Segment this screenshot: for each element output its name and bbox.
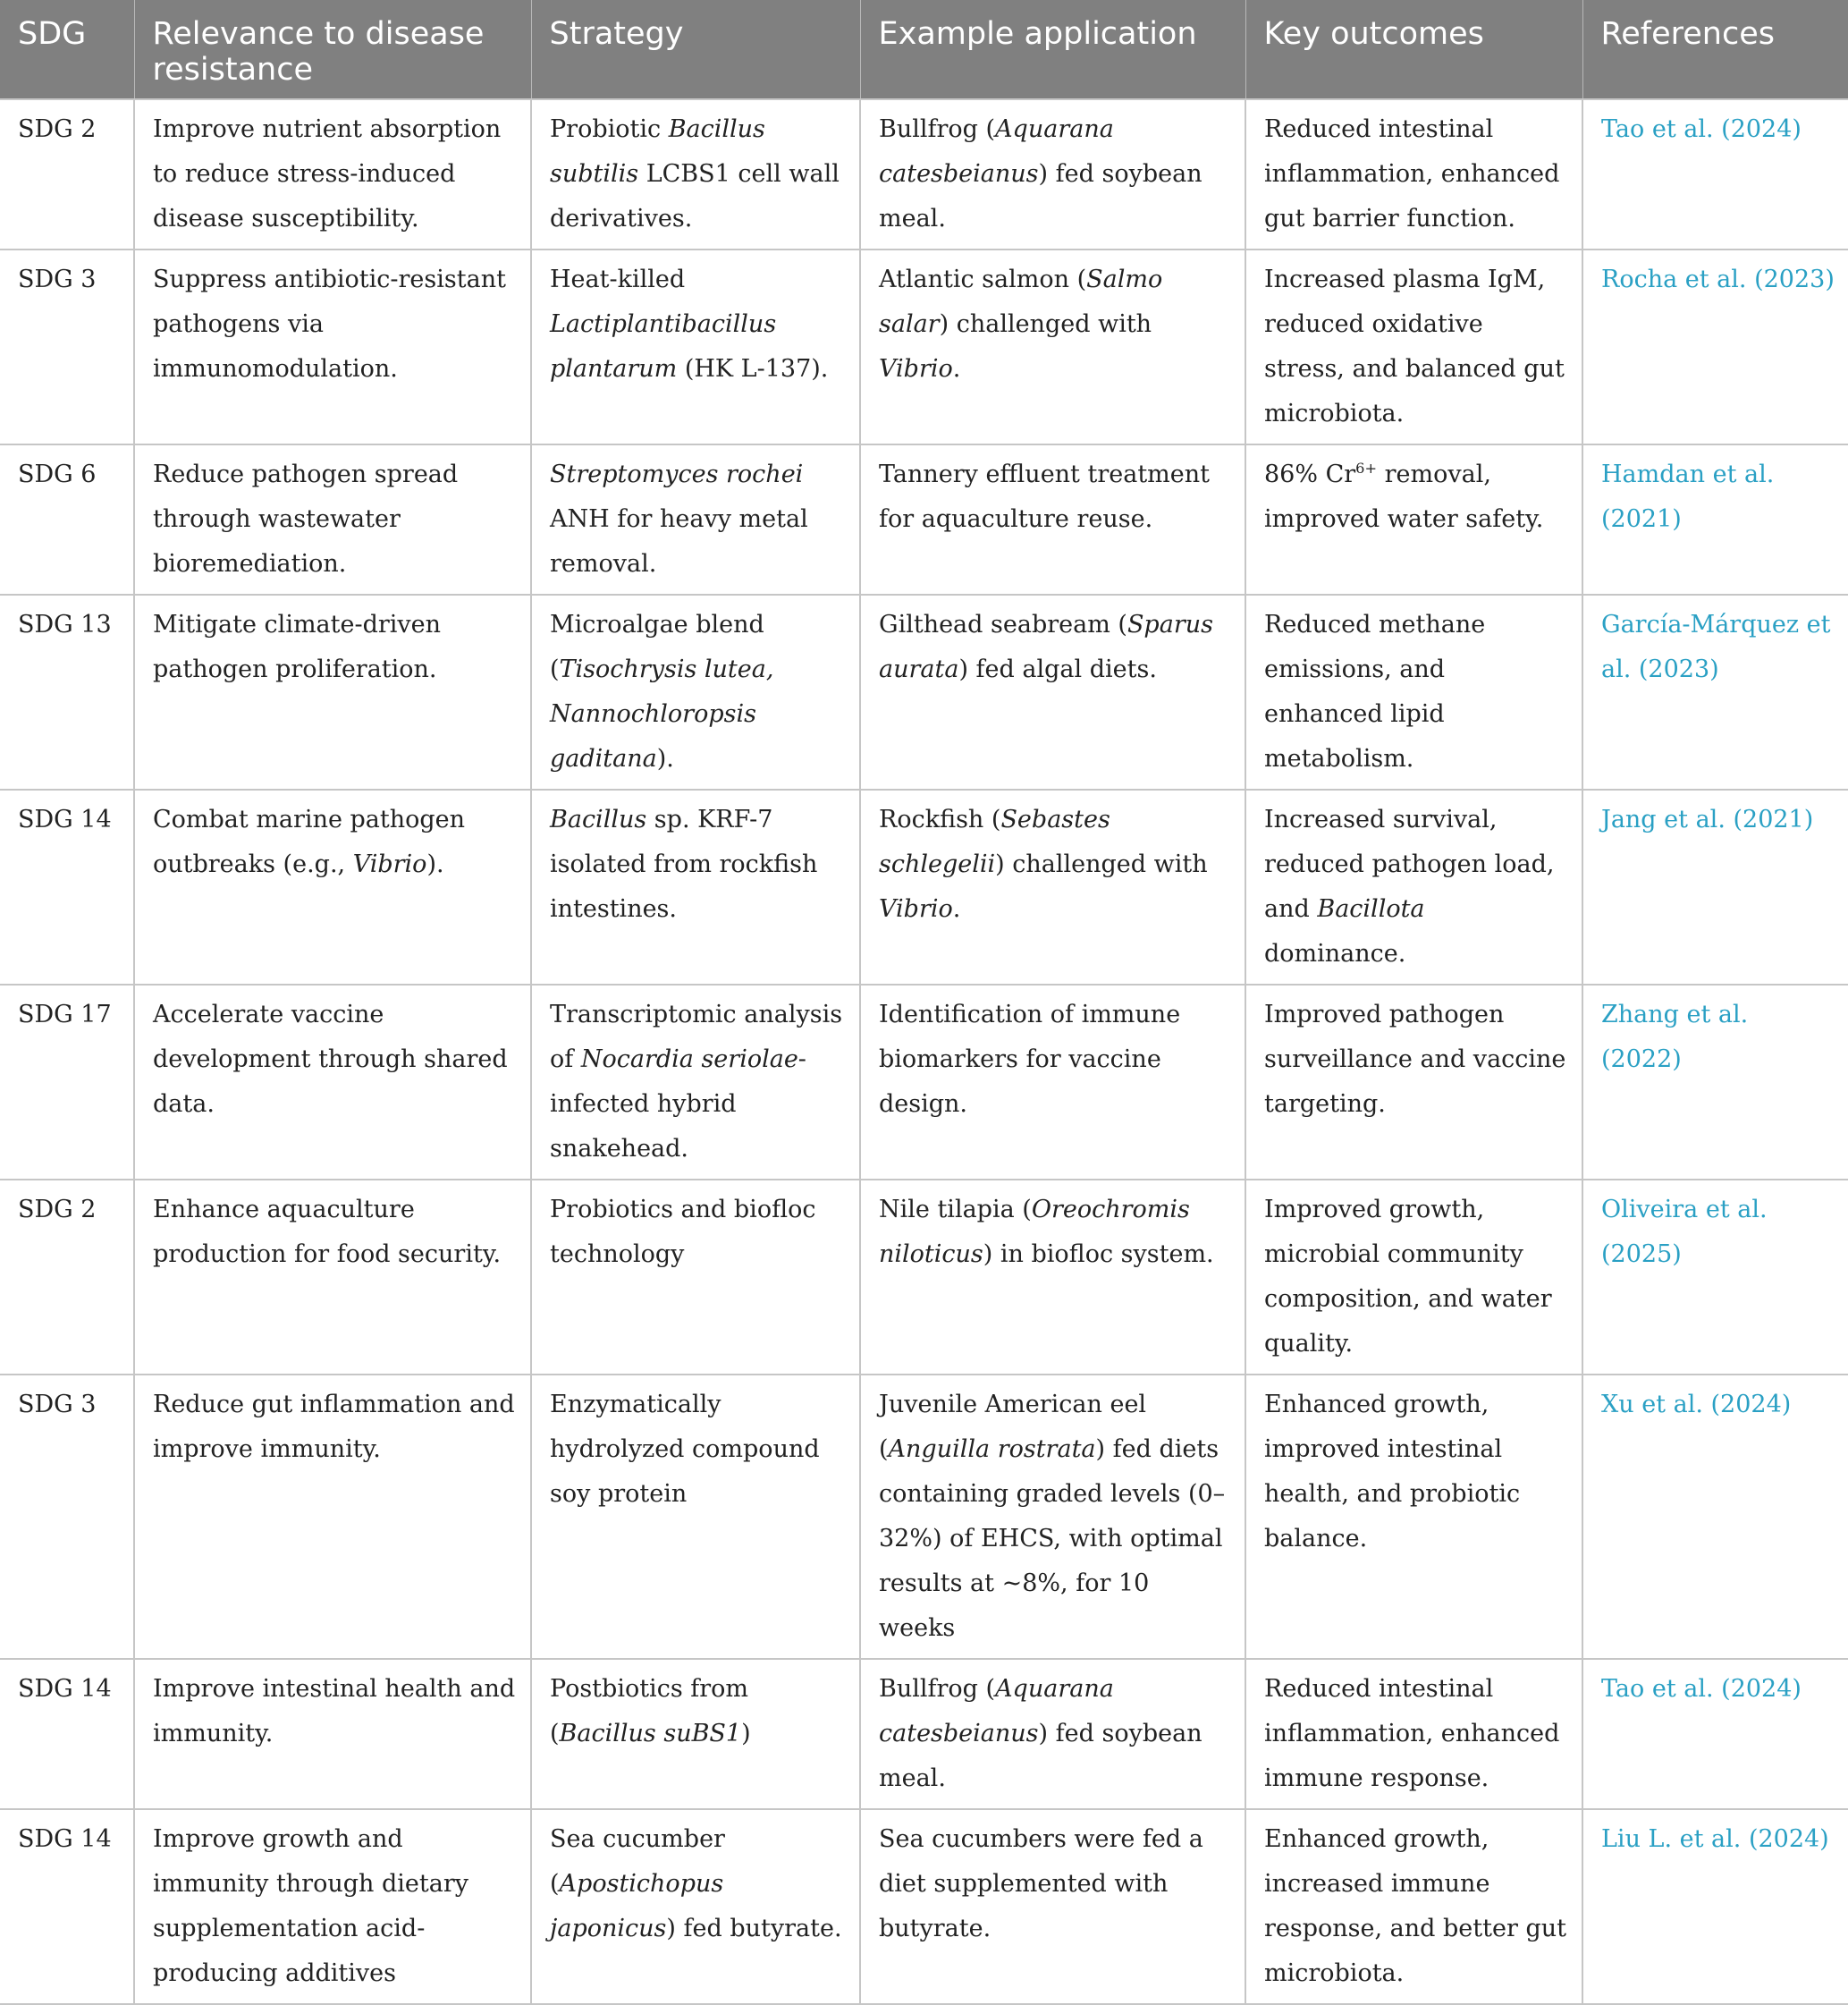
italic-text: Sebastes schlegelii [879,806,1110,878]
key-outcomes-cell [1245,1375,1582,1659]
cell-text: Enhanced growth, increased immune response, and better gut microbiota. [1264,1825,1566,1987]
table-row [0,99,1848,250]
example-application-cell [860,595,1245,790]
cell-text: ) challenged with [939,310,1152,338]
reference-link[interactable]: Liu L. et al. (2024) [1601,1825,1829,1853]
example-application-cell [860,1375,1245,1659]
cell-text: Atlantic salmon ( [879,266,1087,293]
cell-text: Postbiotics from ( [550,1675,749,1747]
cell-text: Reduce gut inflammation and improve immunity. [153,1391,515,1463]
reference-cell [1582,99,1848,250]
cell-text: Gilthead seabream ( [879,611,1127,639]
table-row [0,250,1848,444]
cell-text: Reduced intestinal inflammation, enhanced immune response. [1264,1675,1560,1792]
table-row [0,1180,1848,1375]
cell-text: Improve nutrient absorption to reduce stress-induced disease susceptibility. [153,115,502,233]
key-outcomes-cell [1245,1809,1582,2004]
reference-cell [1582,790,1848,985]
cell-text: ). [426,850,444,878]
cell-text: Probiotics and biofloc technology [550,1196,816,1268]
cell-text: Heat-killed [550,266,686,293]
cell-text: ). [656,745,674,773]
table-row [0,790,1848,985]
cell-text: (HK L-137). [677,355,829,383]
cell-text: Increased survival, reduced pathogen load, and [1264,806,1555,923]
cell-text: ) challenged with [995,850,1208,878]
example-application-cell [860,1809,1245,2004]
cell-text: 86% Cr [1264,461,1356,488]
cell-text: LCBS1 cell wall derivatives. [550,160,840,233]
reference-link[interactable]: Hamdan et al. (2021) [1601,461,1775,533]
italic-text: Bacillota [1317,895,1425,923]
col-header-references: References [1582,0,1848,99]
superscript-text: 6+ [1355,460,1378,477]
sdg-cell: SDG 3 [0,1375,134,1659]
relevance-cell [134,1375,531,1659]
reference-link[interactable]: García-Márquez et al. (2023) [1601,611,1831,683]
reference-cell [1582,595,1848,790]
sdg-cell: SDG 6 [0,444,134,595]
relevance-cell [134,1180,531,1375]
italic-text: Vibrio [352,850,427,878]
table-row [0,985,1848,1180]
example-application-cell [860,790,1245,985]
cell-text: Reduced methane emissions, and enhanced lipid metabolism. [1264,611,1486,773]
relevance-cell [134,790,531,985]
italic-text: Tisochrysis lutea, Nannochloropsis gaditana [550,656,774,773]
example-application-cell [860,985,1245,1180]
table-row [0,595,1848,790]
cell-text: Mitigate climate-driven pathogen proliferation. [153,611,442,683]
example-application-cell [860,1180,1245,1375]
strategy-cell [531,985,860,1180]
cell-text: Identification of immune biomarkers for vaccine design. [879,1001,1181,1118]
cell-text: Reduce pathogen spread through wastewater bioremediation. [153,461,459,578]
example-application-cell [860,1659,1245,1809]
italic-text: Salmo salar [879,266,1163,338]
table-row [0,1809,1848,2004]
sdg-cell: SDG 14 [0,1809,134,2004]
reference-link[interactable]: Jang et al. (2021) [1601,806,1814,833]
cell-text: ) fed algal diets. [958,656,1157,683]
relevance-cell [134,595,531,790]
col-header-example-application: Example application [860,0,1245,99]
cell-text: Reduced intestinal inflammation, enhanced gut barrier function. [1264,115,1560,233]
strategy-cell [531,250,860,444]
strategy-cell [531,1809,860,2004]
cell-text: dominance. [1264,940,1406,968]
cell-text: Sea cucumbers were fed a diet supplemented with butyrate. [879,1825,1203,1942]
sdg-cell: SDG 14 [0,1659,134,1809]
sdg-cell: SDG 14 [0,790,134,985]
strategy-cell [531,1659,860,1809]
key-outcomes-cell [1245,790,1582,985]
reference-link[interactable]: Tao et al. (2024) [1601,115,1802,143]
key-outcomes-cell [1245,985,1582,1180]
table-row [0,1659,1848,1809]
reference-cell [1582,250,1848,444]
cell-text: Sea cucumber ( [550,1825,725,1898]
reference-cell [1582,1659,1848,1809]
key-outcomes-cell [1245,595,1582,790]
cell-text: Accelerate vaccine development through shared data. [153,1001,508,1118]
col-header-relevance: Relevance to disease resistance [134,0,531,99]
italic-text: Anguilla rostrata [888,1435,1096,1463]
example-application-cell [860,99,1245,250]
cell-text: Probiotic [550,115,669,143]
relevance-cell [134,985,531,1180]
relevance-cell [134,250,531,444]
strategy-cell [531,1180,860,1375]
key-outcomes-cell [1245,1659,1582,1809]
cell-text: ANH for heavy metal removal. [550,505,808,578]
example-application-cell [860,444,1245,595]
cell-text: Improve intestinal health and immunity. [153,1675,516,1747]
col-header-sdg: SDG [0,0,134,99]
cell-text: -infected hybrid snakehead. [550,1045,806,1163]
italic-text: Nocardia seriolae [580,1045,798,1073]
cell-text: Rockfish ( [879,806,1001,833]
reference-link[interactable]: Zhang et al. (2022) [1601,1001,1749,1073]
strategy-cell [531,1375,860,1659]
cell-text: ) fed soybean meal. [879,1720,1202,1792]
reference-link[interactable]: Oliveira et al. (2025) [1601,1196,1768,1268]
cell-text: Combat marine pathogen outbreaks (e.g., [153,806,466,878]
reference-cell [1582,1180,1848,1375]
italic-text: Lactiplantibacillus plantarum [550,310,777,383]
relevance-cell [134,1659,531,1809]
reference-link[interactable]: Rocha et al. (2023) [1601,266,1835,293]
relevance-cell [134,444,531,595]
italic-text: Bacillus [550,806,647,833]
italic-text: Aquarana catesbeianus [879,115,1114,188]
key-outcomes-cell [1245,1180,1582,1375]
reference-link[interactable]: Tao et al. (2024) [1601,1675,1802,1703]
cell-text: Enhanced growth, improved intestinal health, and probiotic balance. [1264,1391,1521,1552]
reference-cell [1582,1809,1848,2004]
key-outcomes-cell [1245,250,1582,444]
sdg-cell: SDG 3 [0,250,134,444]
italic-text: Oreochromis niloticus [879,1196,1190,1268]
cell-text: ) fed butyrate. [666,1915,842,1942]
italic-text: Vibrio [879,895,953,923]
col-header-key-outcomes: Key outcomes [1245,0,1582,99]
key-outcomes-cell [1245,99,1582,250]
cell-text: Nile tilapia ( [879,1196,1032,1223]
cell-text: ) fed diets containing graded levels (0–32%) of EHCS, with optimal results at ~8%, for 10 weeks [879,1435,1226,1642]
sdg-cell: SDG 2 [0,1180,134,1375]
italic-text: Apostichopus japonicus [550,1870,724,1942]
cell-text: Bullfrog ( [879,1675,996,1703]
cell-text: ) [741,1720,751,1747]
sdg-cell: SDG 2 [0,99,134,250]
italic-text: Streptomyces rochei [550,461,804,488]
strategy-cell [531,595,860,790]
cell-text: Juvenile American eel ( [879,1391,1147,1463]
cell-text: Increased plasma IgM, reduced oxidative stress, and balanced gut microbiota. [1264,266,1565,427]
cell-text: Enhance aquaculture production for food security. [153,1196,502,1268]
reference-cell [1582,985,1848,1180]
cell-text: Improved growth, microbial community composition, and water quality. [1264,1196,1552,1358]
cell-text: Microalgae blend ( [550,611,764,683]
cell-text: Transcriptomic analysis of [550,1001,843,1073]
cell-text: sp. KRF-7 isolated from rockfish intestines. [550,806,818,923]
italic-text: Bacillus suBS1 [559,1720,742,1747]
table-row [0,444,1848,595]
cell-text: removal, improved water safety. [1264,461,1544,533]
cell-text: ) in biofloc system. [983,1240,1214,1268]
header-row [0,0,1848,99]
example-application-cell [860,250,1245,444]
reference-cell [1582,1375,1848,1659]
cell-text: ) fed soybean meal. [879,160,1202,233]
cell-text: Enzymatically hydrolyzed compound soy protein [550,1391,820,1508]
table-body [0,99,1848,2004]
italic-text: Vibrio [879,355,953,383]
strategy-cell [531,790,860,985]
strategy-cell [531,99,860,250]
cell-text: . [952,355,961,383]
reference-cell [1582,444,1848,595]
relevance-cell [134,99,531,250]
sdg-cell: SDG 13 [0,595,134,790]
italic-text: Sparus aurata [879,611,1213,683]
cell-text: Tannery effluent treatment for aquaculture reuse. [879,461,1210,533]
sdg-cell: SDG 17 [0,985,134,1180]
strategy-cell [531,444,860,595]
col-header-strategy: Strategy [531,0,860,99]
reference-link[interactable]: Xu et al. (2024) [1601,1391,1792,1418]
cell-text: Suppress antibiotic-resistant pathogens via immunomodulation. [153,266,506,383]
cell-text: Improved pathogen surveillance and vaccine targeting. [1264,1001,1566,1118]
cell-text: Improve growth and immunity through dietary supplementation acid-producing additives [153,1825,468,1987]
relevance-cell [134,1809,531,2004]
italic-text: Aquarana catesbeianus [879,1675,1114,1747]
italic-text: Bacillus subtilis [550,115,765,188]
cell-text: . [952,895,961,923]
cell-text: Bullfrog ( [879,115,996,143]
key-outcomes-cell [1245,444,1582,595]
table-row [0,1375,1848,1659]
